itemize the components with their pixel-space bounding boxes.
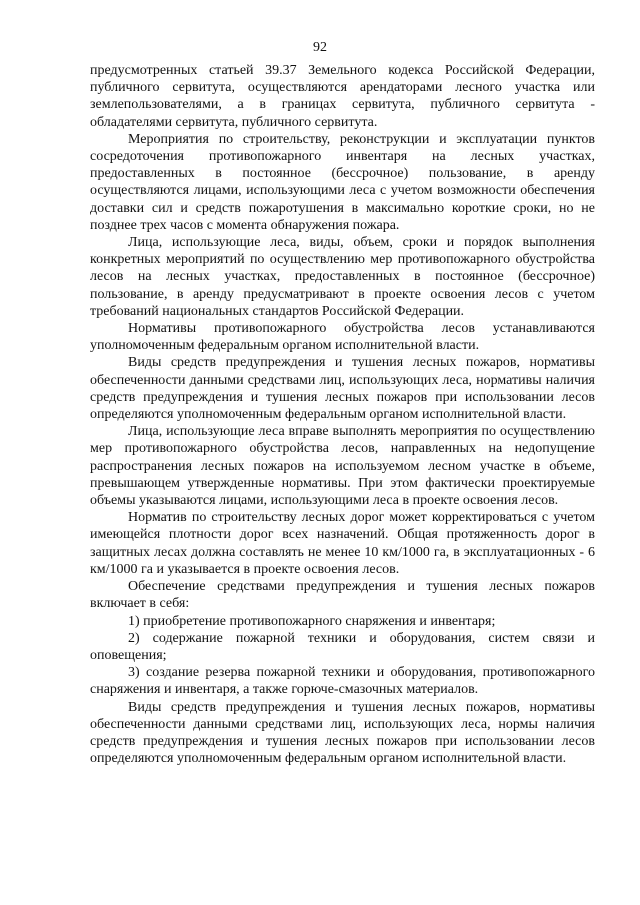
paragraph: Мероприятия по строительству, реконструкции и эксплуатации пунктов сосредоточения противопожарного инвентаря на лесных участках, предоставленных в постоянное (бессрочное) пользование, в аренду осуществляются лицами, использующими леса с учетом возможности обеспечения доставки сил и средств пожаротушения в максимально короткие сроки, но не позднее трех часов с момента обнаружения пожара. bbox=[90, 131, 595, 233]
list-item: 1) приобретение противопожарного снаряжения и инвентаря; bbox=[128, 613, 496, 629]
document-body bbox=[90, 62, 595, 767]
paragraph: Лица, использующие леса, виды, объем, сроки и порядок выполнения конкретных мероприятий по осуществлению мер противопожарного обустройства лесов на лесных участках, предоставленных в постоянное (бессрочное) пользование, в аренду предусматривают в проекте освоения лесов с учетом требований национальных стандартов Российской Федерации. bbox=[90, 235, 595, 319]
list-item: 2) содержание пожарной техники и оборудования, систем связи и оповещения; bbox=[90, 630, 595, 663]
paragraph: Виды средств предупреждения и тушения лесных пожаров, нормативы обеспеченности данными средствами лиц, использующих леса, нормы наличия средств предупреждения и тушения лесных пожаров при использовании лесов определяются уполномоченным федеральным органом исполнительной власти. bbox=[90, 699, 595, 767]
paragraph: предусмотренных статьей 39.37 Земельного кодекса Российской Федерации, публичного сервитута, осуществляются арендаторами лесного участка или землепользователями, а в границах сервитута, публичного сервитута - обладателями сервитута, публичного сервитута. bbox=[90, 63, 595, 130]
paragraph: Нормативы противопожарного обустройства лесов устанавливаются уполномоченным федеральным органом исполнительной власти. bbox=[90, 321, 595, 354]
paragraph: Лица, использующие леса вправе выполнять мероприятия по осуществлению мер противопожарного обустройства лесов, направленных на недопущение распространения лесных пожаров на используемом лесном участке в объеме, превышающем утвержденные нормативы. При этом фактически проектируемые объемы указываются лицами, использующими леса в проекте освоения лесов. bbox=[90, 424, 595, 509]
paragraph: Обеспечение средствами предупреждения и тушения лесных пожаров включает в себя: bbox=[90, 579, 595, 612]
paragraph: Виды средств предупреждения и тушения лесных пожаров, нормативы обеспеченности данными средствами лиц, использующих леса, нормативы наличия средств предупреждения и тушения лесных пожаров при использовании лесов определяются уполномоченным федеральным органом исполнительной власти. bbox=[90, 355, 595, 423]
page-number: 92 bbox=[313, 40, 327, 55]
list-item: 3) создание резерва пожарной техники и оборудования, противопожарного снаряжения и инвентаря, а также горюче-смазочных материалов. bbox=[90, 665, 595, 698]
paragraph: Норматив по строительству лесных дорог может корректироваться с учетом имеющейся плотности дорог всех назначений. Общая протяженность дорог в защитных лесах должна составлять не менее 10 км/1000 га, в эксплуатационных - 6 км/1000 га и указывается в проекте освоения лесов. bbox=[90, 510, 595, 577]
